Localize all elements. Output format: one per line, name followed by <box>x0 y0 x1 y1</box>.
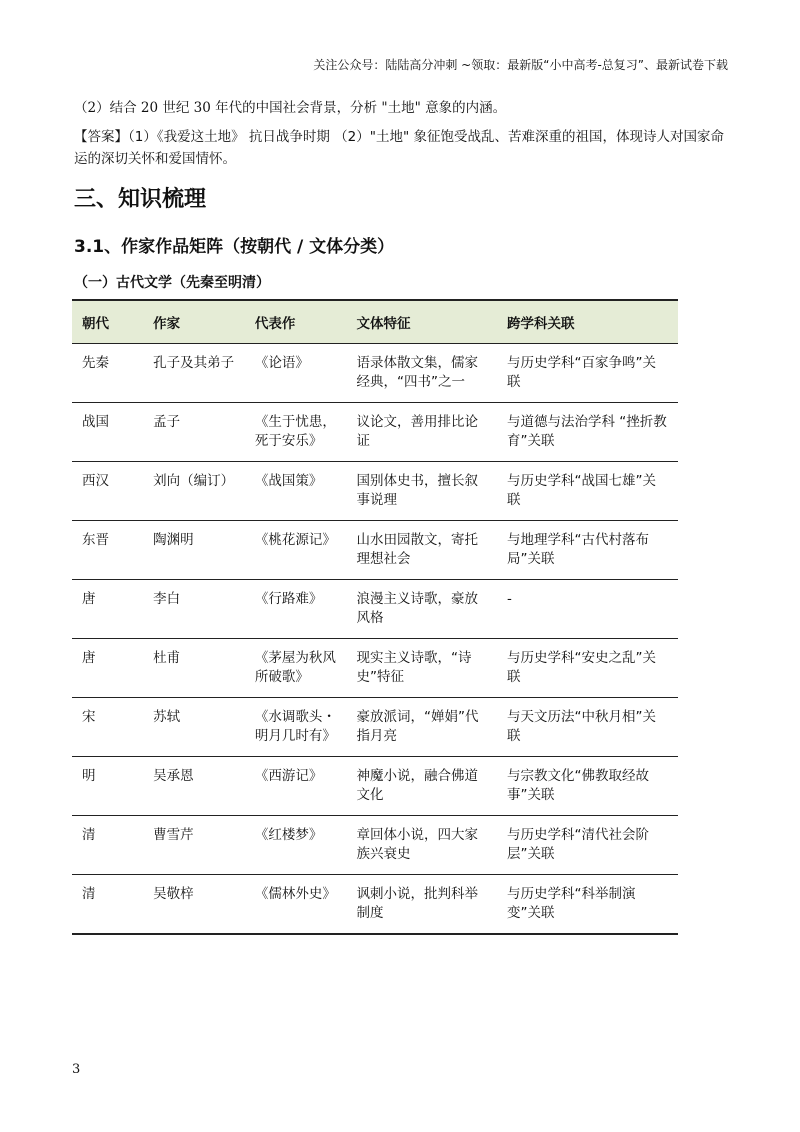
table-row <box>72 403 678 462</box>
cell-author: 李白 <box>143 580 245 639</box>
cell-style: 语录体散文集，儒家经典，“四书”之一 <box>347 344 497 403</box>
table-row <box>72 698 678 757</box>
cell-style: 山水田园散文，寄托理想社会 <box>347 521 497 580</box>
table-row <box>72 521 678 580</box>
cell-link: 与历史学科“清代社会阶层”关联 <box>497 816 678 875</box>
cell-dynasty: 战国 <box>72 403 143 462</box>
cell-work: 《桃花源记》 <box>245 521 347 580</box>
cell-style: 国别体史书，擅长叙事说理 <box>347 462 497 521</box>
cell-link: 与历史学科“安史之乱”关联 <box>497 639 678 698</box>
header-link: 跨学科关联 <box>497 300 678 344</box>
cell-style: 讽刺小说，批判科举制度 <box>347 875 497 935</box>
cell-link: 与历史学科“百家争鸣”关联 <box>497 344 678 403</box>
cell-dynasty: 先秦 <box>72 344 143 403</box>
cell-author: 曹雪芹 <box>143 816 245 875</box>
answer-block <box>74 126 728 170</box>
table-row <box>72 462 678 521</box>
cell-author: 杜甫 <box>143 639 245 698</box>
header-style: 文体特征 <box>347 300 497 344</box>
cell-style: 章回体小说，四大家族兴衰史 <box>347 816 497 875</box>
subsubsection-title: （一）古代文学（先秦至明清） <box>74 275 270 291</box>
cell-dynasty: 清 <box>72 816 143 875</box>
cell-style: 议论文，善用排比论证 <box>347 403 497 462</box>
answer-label: 【答案】 <box>74 129 128 145</box>
cell-work: 《西游记》 <box>245 757 347 816</box>
table-row <box>72 639 678 698</box>
cell-author: 陶渊明 <box>143 521 245 580</box>
cell-author: 刘向（编订） <box>143 462 245 521</box>
cell-work: 《红楼梦》 <box>245 816 347 875</box>
cell-link: - <box>497 580 678 639</box>
cell-dynasty: 唐 <box>72 580 143 639</box>
table-row <box>72 816 678 875</box>
table-header-row <box>72 300 678 344</box>
table-row <box>72 757 678 816</box>
cell-link: 与地理学科“古代村落布局”关联 <box>497 521 678 580</box>
cell-link: 与道德与法治学科 “挫折教育”关联 <box>497 403 678 462</box>
cell-author: 吴敬梓 <box>143 875 245 935</box>
cell-dynasty: 明 <box>72 757 143 816</box>
cell-style: 神魔小说，融合佛道文化 <box>347 757 497 816</box>
table-row <box>72 875 678 935</box>
header-author: 作家 <box>143 300 245 344</box>
cell-style: 现实主义诗歌，“诗史”特征 <box>347 639 497 698</box>
cell-work: 《论语》 <box>245 344 347 403</box>
cell-dynasty: 宋 <box>72 698 143 757</box>
cell-author: 苏轼 <box>143 698 245 757</box>
cell-link: 与历史学科“科举制演变”关联 <box>497 875 678 935</box>
cell-dynasty: 唐 <box>72 639 143 698</box>
subsection-title: 3.1、作家作品矩阵（按朝代 / 文体分类） <box>74 237 395 257</box>
table-row <box>72 344 678 403</box>
cell-link: 与宗教文化“佛教取经故事”关联 <box>497 757 678 816</box>
section-title: 三、知识梳理 <box>74 187 207 212</box>
page-header: 关注公众号：陆陆高分冲刺 ~领取：最新版“小中高考-总复习”、最新试卷下载 <box>313 58 728 72</box>
page-number: 3 <box>72 1062 81 1077</box>
cell-work: 《水调歌头・明月几时有》 <box>245 698 347 757</box>
cell-work: 《生于忧患，死于安乐》 <box>245 403 347 462</box>
cell-author: 孔子及其弟子 <box>143 344 245 403</box>
cell-style: 浪漫主义诗歌，豪放风格 <box>347 580 497 639</box>
cell-work: 《行路难》 <box>245 580 347 639</box>
cell-work: 《茅屋为秋风所破歌》 <box>245 639 347 698</box>
question-text: （2）结合 20 世纪 30 年代的中国社会背景，分析 "土地" 意象的内涵。 <box>74 100 507 116</box>
cell-work: 《儒林外史》 <box>245 875 347 935</box>
cell-style: 豪放派词，“婵娟”代指月亮 <box>347 698 497 757</box>
header-work: 代表作 <box>245 300 347 344</box>
cell-dynasty: 清 <box>72 875 143 935</box>
cell-link: 与历史学科“战国七雄”关联 <box>497 462 678 521</box>
cell-link: 与天文历法“中秋月相”关联 <box>497 698 678 757</box>
cell-dynasty: 西汉 <box>72 462 143 521</box>
cell-work: 《战国策》 <box>245 462 347 521</box>
header-dynasty: 朝代 <box>72 300 143 344</box>
author-works-table <box>72 299 678 935</box>
answer-text: （1）《我爱这土地》 抗日战争时期 （2）"土地" 象征饱受战乱、苦难深重的祖国，体现诗人对国家命运的深切关怀和爱国情怀。 <box>74 129 724 167</box>
cell-author: 吴承恩 <box>143 757 245 816</box>
table-row <box>72 580 678 639</box>
cell-dynasty: 东晋 <box>72 521 143 580</box>
cell-author: 孟子 <box>143 403 245 462</box>
